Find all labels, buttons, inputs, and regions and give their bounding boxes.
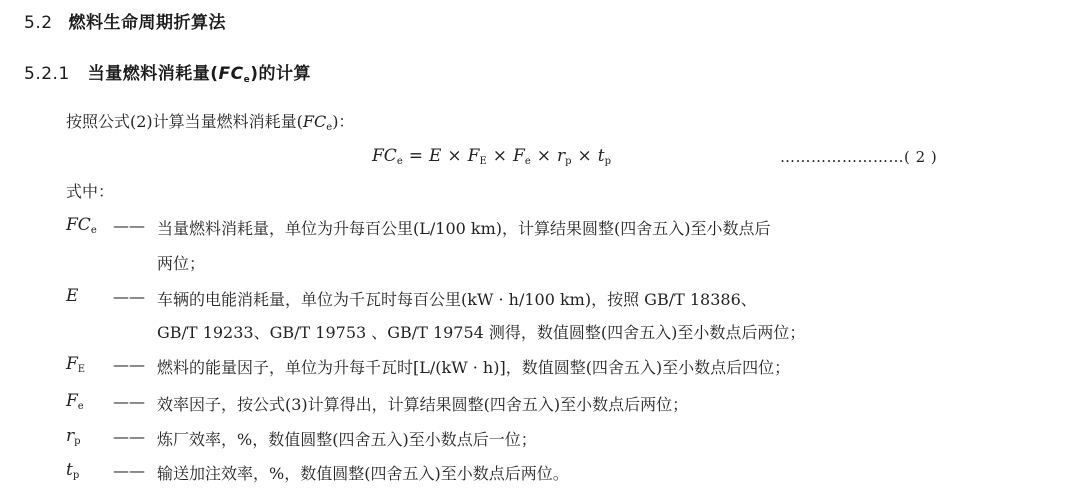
def-tp-line1: 输送加注效率，%，数值圆整(四舍五入)至小数点后两位。 [157,464,569,483]
def-dash: —— [113,287,145,306]
def-symbol-fe-lower [66,391,84,412]
formula-term-e: E [428,146,442,166]
subsection-title-symbol-sub: e [243,75,251,85]
def-symbol-fe-lower-main: F [66,391,78,411]
def-symbol-rp-sub: p [74,436,81,447]
def-fe-lower-line1: 效率因子，按公式(3)计算得出，计算结果圆整(四舍五入)至小数点后两位； [157,395,689,414]
def-symbol-fce-sub: e [90,225,97,236]
formula-term-tp-sub: p [604,156,612,167]
formula-times-3: × [536,146,551,166]
intro-suffix: )： [332,112,355,131]
def-symbol-fe-upper [66,354,85,375]
formula-term-rp-sub: p [565,156,572,167]
section-heading [24,8,226,33]
intro-symbol: FC [302,112,327,131]
section-title: 燃料生命周期折算法 [68,13,227,33]
subsection-title-prefix: 当量燃料消耗量( [87,64,219,84]
formula-lhs: FC [372,146,397,166]
def-symbol-tp-main: t [66,460,73,480]
def-dash: —— [113,461,145,480]
subsection-title-symbol: FC [218,64,244,84]
formula-equals: = [408,146,423,166]
formula-times-4: × [577,146,592,166]
subsection-title-suffix: )的计算 [250,64,312,84]
def-symbol-rp [66,426,81,447]
formula-term-fe-lower: F [513,146,525,166]
subsection-number: 5.2.1 [24,64,70,84]
def-symbol-fe-upper-sub: E [77,364,86,375]
formula-term-fe-lower-sub: e [524,156,531,167]
formula-term-rp: r [556,146,566,166]
def-symbol-fe-lower-sub: e [77,401,84,412]
def-symbol-fe-upper-main: F [66,354,78,374]
def-dash: —— [113,427,145,446]
formula-times-2: × [492,146,508,166]
def-symbol-e-main: E [66,286,79,306]
def-symbol-tp [66,460,79,481]
intro-text: 按照公式(2)计算当量燃料消耗量( [66,112,303,131]
formula-times-1: × [447,146,462,166]
def-e-line2: GB/T 19233、GB/T 19753 、GB/T 19754 测得，数值圆整(四舍五入)至小数点后两位； [157,323,806,342]
formula-lhs-sub: e [396,156,403,167]
def-fce-line1: 当量燃料消耗量，单位为升每百公里(L/100 km)，计算结果圆整(四舍五入)至小数点后 [157,219,771,238]
def-e-line1: 车辆的电能消耗量，单位为千瓦时每百公里(kW · h/100 km)，按照 GB/T 18386、 [157,290,757,309]
formula-term-fe-upper-sub: E [479,156,487,167]
def-symbol-rp-main: r [66,426,75,446]
def-fe-upper-line1: 燃料的能量因子，单位为升每千瓦时[L/(kW · h)]，数值圆整(四舍五入)至小数点后四位； [157,358,791,377]
def-symbol-fce [66,215,97,236]
section-number: 5.2 [24,13,53,33]
def-symbol-tp-sub: p [72,470,80,481]
where-label: 式中： [66,182,115,201]
formula-term-tp: t [597,146,605,166]
def-dash: —— [113,355,145,374]
formula [372,146,611,167]
def-fce-line2: 两位； [157,254,206,273]
def-dash: —— [113,216,145,235]
def-dash: —— [113,392,145,411]
def-symbol-fce-main: FC [66,215,91,235]
formula-term-fe-upper: F [467,146,480,166]
def-rp-line1: 炼厂效率，%，数值圆整(四舍五入)至小数点后一位； [157,430,537,449]
def-symbol-e [66,286,78,306]
intro-symbol-sub: e [326,122,333,133]
equation-number: ……………………( 2 ) [780,148,938,166]
intro-line [66,109,354,133]
subsection-heading [24,59,311,85]
